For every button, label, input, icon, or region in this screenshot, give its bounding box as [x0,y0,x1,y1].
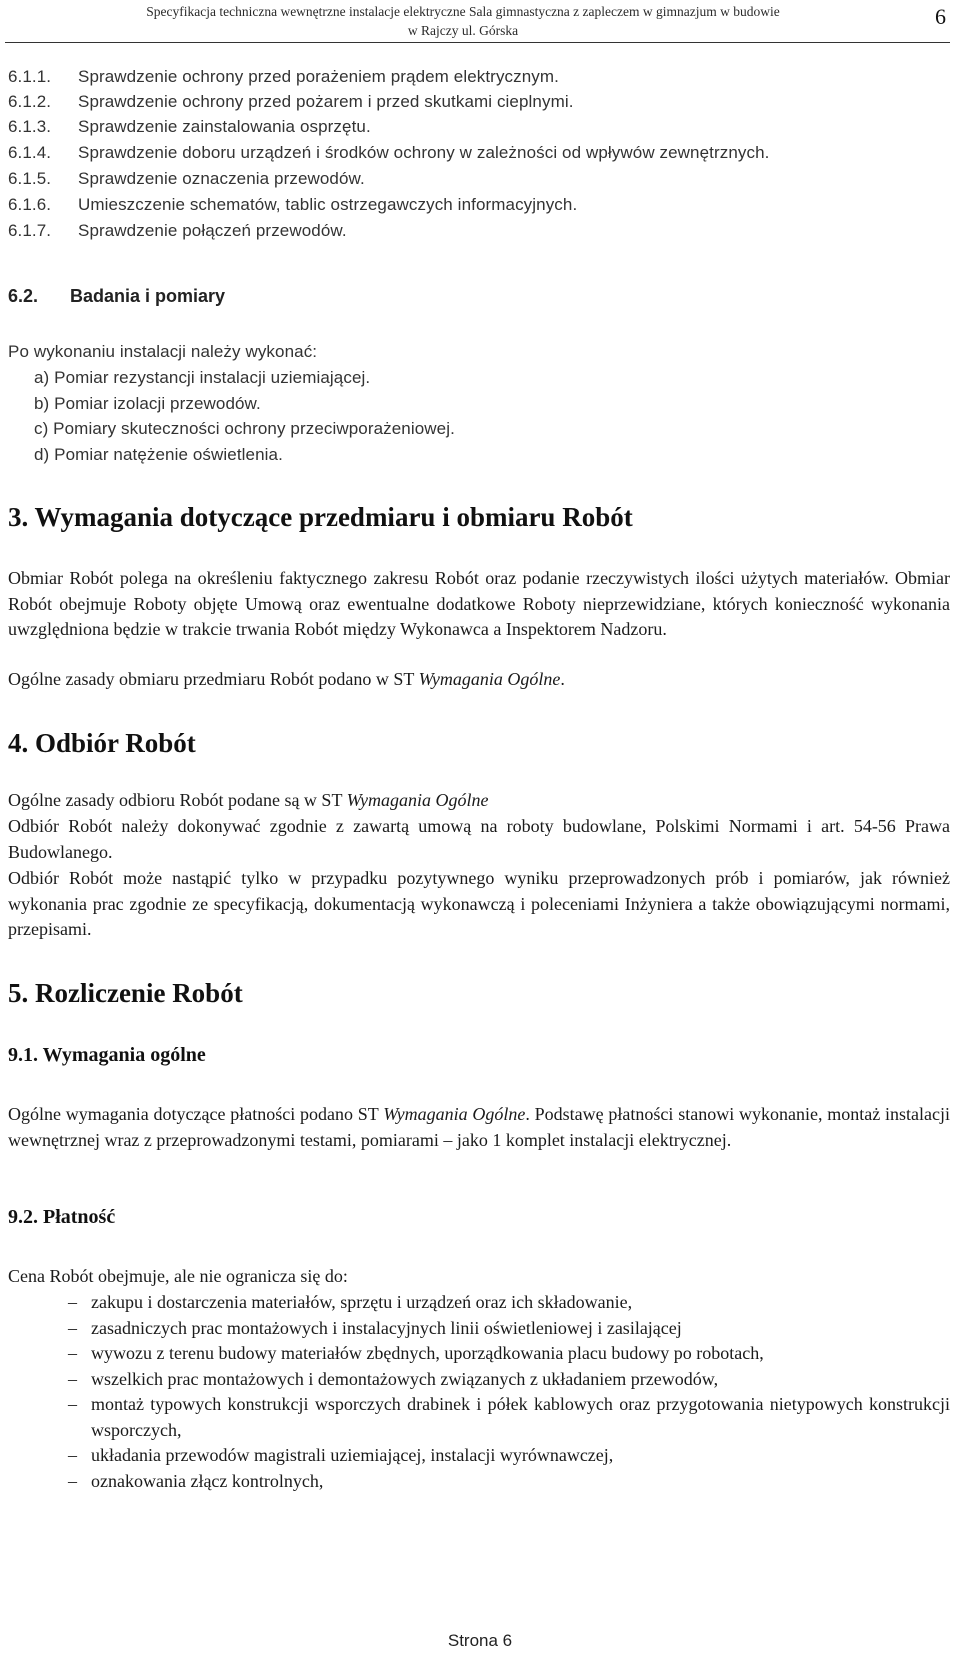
section-4-paragraph-2: Odbiór Robót należy dokonywać zgodnie z zawartą umową na roboty budowlane, Polskimi Normami i art. 54-56 Prawa Budowlanego. [8,816,950,862]
list-item-number: 6.1.5. [8,169,52,188]
dash-bullet: – [68,1292,77,1312]
list-item [8,1469,950,1495]
section-3-rules-line [8,669,565,690]
rules-text: Ogólne zasady odbioru Robót podane są w ST [8,790,347,810]
list-item [8,89,574,114]
list-item-text: Sprawdzenie oznaczenia przewodów. [78,169,365,188]
list-item [8,140,769,165]
section-3-paragraph: Obmiar Robót polega na określeniu faktycznego zakresu Robót oraz podanie rzeczywistych ilości użytych materiałów. Obmiar Robót obejmuje Roboty objęte Umową oraz ewentualne dodatkowe Roboty nieprzewidziane, których konieczność wykonania uwzględniona będzie w trakcie trwania Robót między Wykonawca a Inspektorem Nadzoru. [8,568,950,639]
list-item: d) Pomiar natężenie oświetlenia. [34,445,283,464]
list-item [8,64,559,89]
section-number: 6.2. [8,286,39,306]
rules-reference: Wymagania Ogólne [418,669,561,689]
list-item [8,1316,950,1342]
subsection-heading-9-1: 9.1. Wymagania ogólne [8,1044,206,1066]
dash-bullet: – [68,1317,77,1338]
list-item [8,1367,950,1393]
list-item-number: 6.1.1. [8,67,52,86]
list-item-number: 6.1.4. [8,143,52,162]
payment-text-rest: . Podstawę płatności stanowi wykonanie, montaż instalacji wewnętrznej wraz z przeprowadzonymi testami, pomiarami – jako 1 komplet instalacji elektrycznej. [8,1104,950,1150]
list-item-text: Sprawdzenie zainstalowania osprzętu. [78,117,371,136]
list-item-text: zakupu i dostarczenia materiałów, sprzętu i urządzeń oraz ich składowanie, [91,1292,633,1312]
section-heading-3: 3. Wymagania dotyczące przedmiaru i obmiaru Robót [8,502,633,532]
list-item [8,114,371,139]
section-4-paragraph-3: Odbiór Robót może nastąpić tylko w przypadku pozytywnego wyniku przeprowadzonych prób i pomiarów, jak również wykonania prac zgodnie ze specyfikacją, dokumentacją wykonawczą i poleceniami Inżyniera a także obowiązującymi normami, przepisami. [8,868,950,939]
list-item [8,1392,950,1443]
document-title-line-1: Specyfikacja techniczna wewnętrzne instalacje elektryczne Sala gimnastyczna z zapleczem w gimnazjum w budowie [146,4,780,19]
list-item: c) Pomiary skuteczności ochrony przeciwporażeniowej. [34,419,455,438]
payment-text: Ogólne wymagania dotyczące płatności podano ST [8,1104,384,1124]
list-item-text: wywozu z terenu budowy materiałów zbędnych, uporządkowania placu budowy po robotach, [91,1343,764,1363]
price-scope-list [8,1290,950,1494]
list-item-number: 6.1.2. [8,92,52,111]
list-item: b) Pomiar izolacji przewodów. [34,394,261,413]
header-divider [5,42,950,43]
list-item [8,1290,950,1316]
list-item-text: Umieszczenie schematów, tablic ostrzegawczych informacyjnych. [78,195,578,214]
dash-bullet: – [68,1394,77,1414]
subsection-heading-9-2: 9.2. Płatność [8,1206,116,1228]
rules-text: Ogólne zasady obmiaru przedmiaru Robót podano w ST [8,669,419,689]
list-item-number: 6.1.3. [8,117,52,136]
list-item-text: Sprawdzenie doboru urządzeń i środków ochrony w zależności od wpływów zewnętrznych. [78,143,770,162]
dash-bullet: – [68,1445,77,1465]
list-item-text: układania przewodów magistrali uziemiającej, instalacji wyrównawczej, [91,1445,614,1465]
document-title-line-2: w Rajczy ul. Górska [407,23,519,38]
rules-reference: Wymagania Ogólne [346,790,489,810]
list-item-text: zasadniczych prac montażowych i instalacyjnych linii oświetleniowej i zasilającej [91,1317,682,1338]
page-header [0,0,960,44]
section-heading-6-2 [8,286,225,307]
list-item-text: oznakowania złącz kontrolnych, [91,1470,324,1491]
list-item [8,218,347,243]
rules-punct: . [560,669,565,689]
section-heading-4: 4. Odbiór Robót [8,728,196,758]
section-4-rules-line [8,790,488,811]
list-item [8,1341,950,1367]
list-item-text: Sprawdzenie połączeń przewodów. [78,221,347,240]
page-footer: Strona 6 [447,1631,513,1650]
list-item-text: Sprawdzenie ochrony przed pożarem i przed skutkami cieplnymi. [78,92,574,111]
section-heading-5: 5. Rozliczenie Robót [8,978,243,1008]
list-item-number: 6.1.7. [8,221,52,240]
list-item [8,1443,950,1469]
price-scope-intro: Cena Robót obejmuje, ale nie ogranicza się do: [8,1266,348,1286]
payment-reference: Wymagania Ogólne [383,1104,526,1124]
dash-bullet: – [68,1368,77,1389]
header-page-number: 6 [935,4,946,29]
list-item [8,192,577,217]
dash-bullet: – [68,1470,77,1491]
list-item-text: Sprawdzenie ochrony przed porażeniem prądem elektrycznym. [78,67,559,86]
section-title: Badania i pomiary [70,286,226,306]
list-item [8,166,365,191]
payment-requirements-paragraph [8,1102,950,1153]
list-item: a) Pomiar rezystancji instalacji uziemiającej. [34,368,371,387]
list-item-text: wszelkich prac montażowych i demontażowych związanych z układaniem przewodów, [91,1368,719,1389]
document-title [63,2,863,40]
dash-bullet: – [68,1343,77,1363]
measurements-intro: Po wykonaniu instalacji należy wykonać: [8,342,318,361]
list-item-number: 6.1.6. [8,195,52,214]
list-item-text: montaż typowych konstrukcji wsporczych drabinek i półek kablowych oraz przygotowania nietypowych konstrukcji wsporczych, [91,1394,950,1440]
